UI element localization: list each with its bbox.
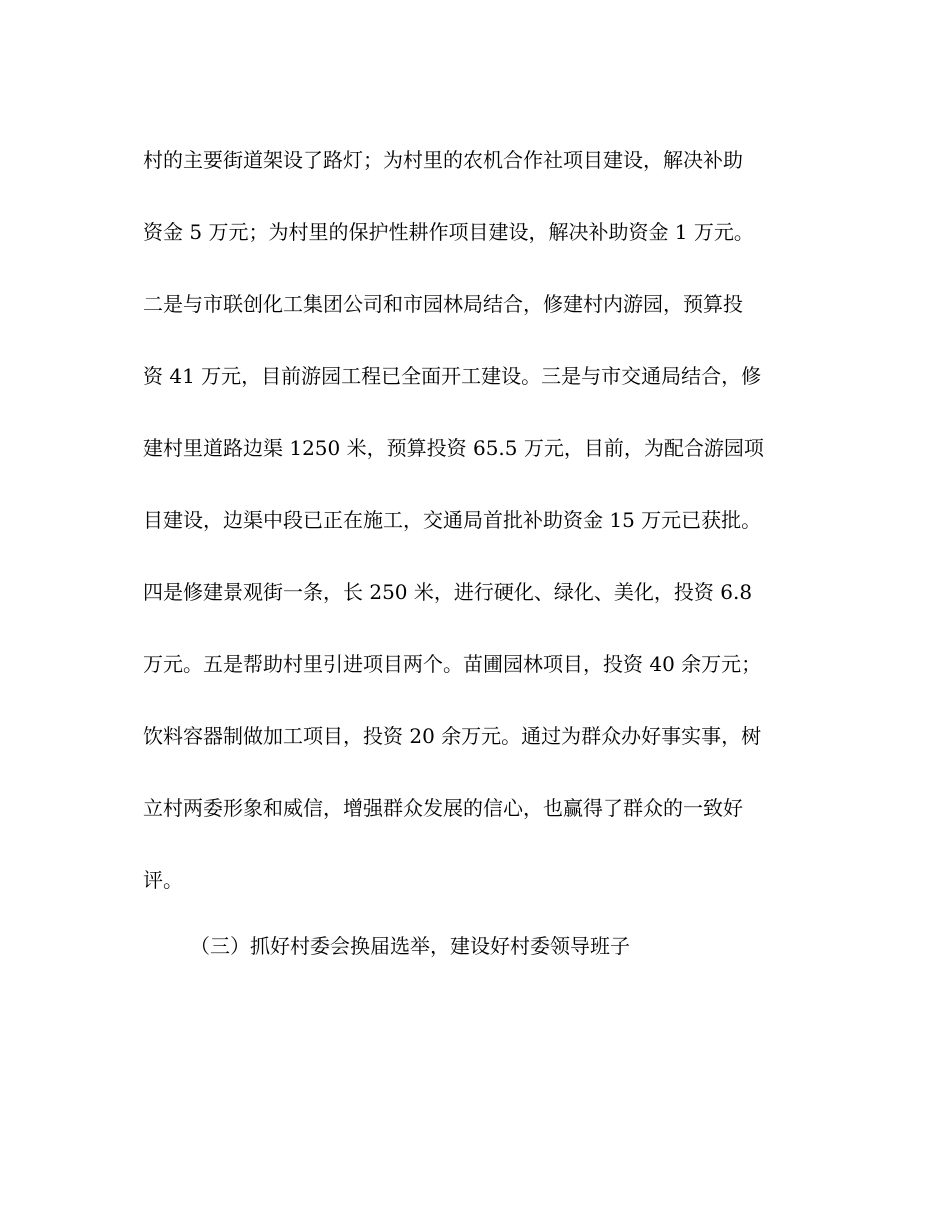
paragraph-line: 目建设，边渠中段已正在施工，交通局首批补助资金 15 万元已获批。 — [143, 508, 762, 532]
paragraph-line: 万元。五是帮助村里引进项目两个。苗圃园林项目，投资 40 余万元； — [143, 652, 762, 676]
paragraph-line: 立村两委形象和威信，增强群众发展的信心，也赢得了群众的一致好 — [143, 796, 743, 820]
paragraph-line: 建村里道路边渠 1250 米，预算投资 65.5 万元，目前，为配合游园项 — [143, 436, 764, 460]
paragraph-line: 评。 — [143, 868, 183, 892]
paragraph-line: 资 41 万元，目前游园工程已全面开工建设。三是与市交通局结合，修 — [143, 364, 762, 388]
paragraph-line: 资金 5 万元；为村里的保护性耕作项目建设，解决补助资金 1 万元。 — [143, 220, 754, 244]
paragraph-line: 二是与市联创化工集团公司和市园林局结合，修建村内游园，预算投 — [143, 292, 743, 316]
section-heading: （三）抓好村委会换届选举，建设好村委领导班子 — [190, 934, 630, 958]
paragraph-line: 村的主要街道架设了路灯；为村里的农机合作社项目建设，解决补助 — [143, 148, 743, 172]
paragraph-line: 四是修建景观街一条，长 250 米，进行硬化、绿化、美化，投资 6.8 — [143, 580, 753, 604]
paragraph-line: 饮料容器制做加工项目，投资 20 余万元。通过为群众办好事实事，树 — [143, 724, 762, 748]
